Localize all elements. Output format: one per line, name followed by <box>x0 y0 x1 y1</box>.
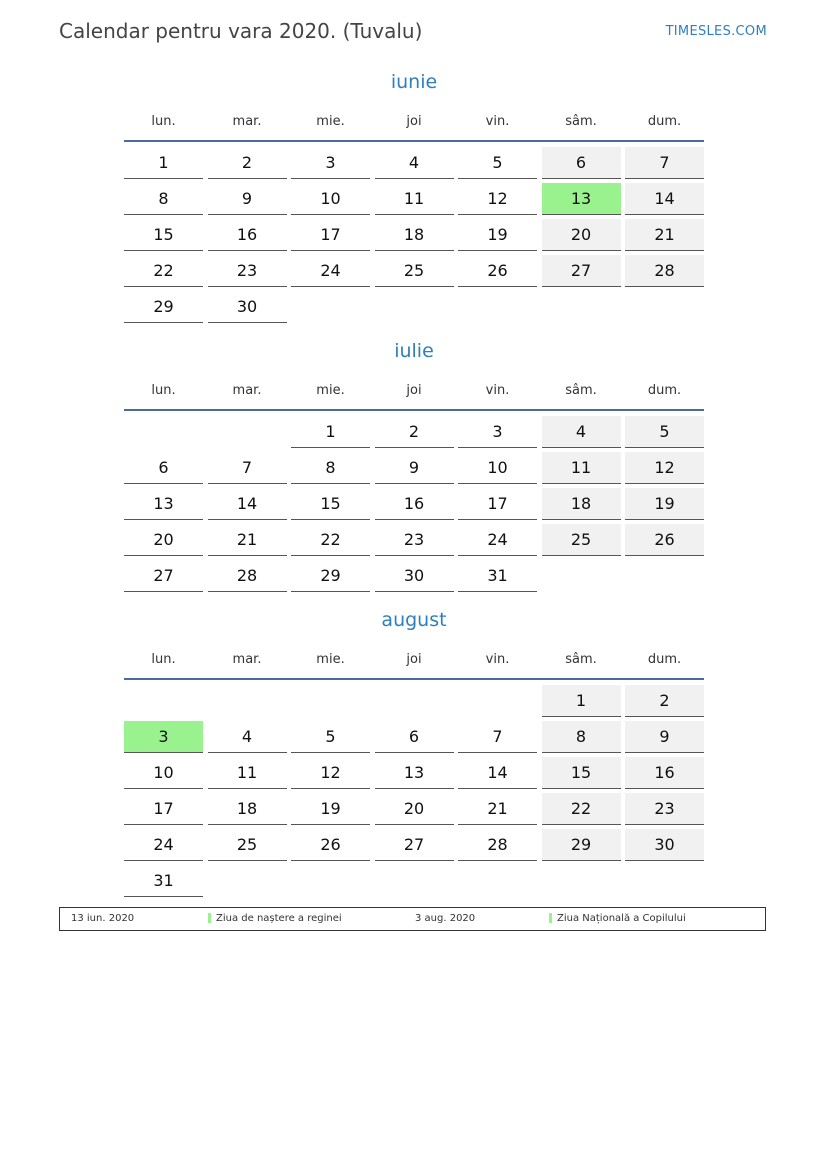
week-row <box>124 757 704 793</box>
weekday-label: sâm. <box>565 652 597 667</box>
day-cell: 27 <box>124 560 203 592</box>
weekday-label: dum. <box>647 383 682 398</box>
empty-day-cell <box>458 865 537 896</box>
day-cell: 14 <box>458 757 537 789</box>
day-cell: 29 <box>291 560 370 592</box>
day-cell: 6 <box>124 452 203 484</box>
day-cell: 18 <box>375 219 454 251</box>
legend-holiday-name: Ziua Națională a Copilului <box>557 913 686 924</box>
day-cell: 8 <box>542 721 621 753</box>
weekday-label: sâm. <box>565 383 597 398</box>
empty-day-cell <box>291 291 370 322</box>
day-cell: 21 <box>625 219 704 251</box>
day-cell: 1 <box>291 416 370 448</box>
day-cell: 12 <box>625 452 704 484</box>
weekday-label: mar. <box>232 652 262 667</box>
weekday-label: vin. <box>485 114 510 129</box>
day-cell: 31 <box>458 560 537 592</box>
week-row <box>124 291 704 327</box>
empty-day-cell <box>542 291 621 322</box>
day-cell: 2 <box>208 147 287 179</box>
legend-date: 13 iun. 2020 <box>71 913 135 924</box>
day-cell: 5 <box>458 147 537 179</box>
day-cell: 17 <box>291 219 370 251</box>
empty-day-cell <box>208 865 287 896</box>
weekday-label: mie. <box>316 114 345 129</box>
empty-day-cell <box>625 865 704 896</box>
day-cell: 18 <box>208 793 287 825</box>
day-cell: 28 <box>208 560 287 592</box>
day-cell: 8 <box>124 183 203 215</box>
day-cell: 1 <box>542 685 621 717</box>
month-title: august <box>381 609 447 631</box>
legend-date: 3 aug. 2020 <box>415 913 476 924</box>
week-row <box>124 721 704 757</box>
day-cell: 22 <box>542 793 621 825</box>
week-row <box>124 452 704 488</box>
empty-day-cell <box>542 865 621 896</box>
week-row <box>124 829 704 865</box>
page-title: Calendar pentru vara 2020. (Tuvalu) <box>59 19 423 43</box>
day-cell: 4 <box>542 416 621 448</box>
empty-day-cell <box>458 685 537 716</box>
empty-day-cell <box>375 291 454 322</box>
empty-day-cell <box>208 685 287 716</box>
day-cell: 30 <box>625 829 704 861</box>
day-cell: 25 <box>542 524 621 556</box>
week-row <box>124 524 704 560</box>
day-cell: 17 <box>458 488 537 520</box>
day-cell: 13 <box>124 488 203 520</box>
weekday-label: lun. <box>151 114 176 129</box>
day-cell: 6 <box>542 147 621 179</box>
month-title: iunie <box>390 71 438 93</box>
day-cell: 18 <box>542 488 621 520</box>
empty-day-cell <box>208 416 287 447</box>
day-cell: 10 <box>124 757 203 789</box>
day-cell: 3 <box>291 147 370 179</box>
day-cell: 16 <box>375 488 454 520</box>
weekday-label: mar. <box>232 383 262 398</box>
day-cell: 9 <box>625 721 704 753</box>
day-cell: 27 <box>542 255 621 287</box>
day-cell: 25 <box>375 255 454 287</box>
empty-day-cell <box>291 685 370 716</box>
month-block <box>124 69 704 327</box>
day-cell: 14 <box>208 488 287 520</box>
weekday-label: mar. <box>232 114 262 129</box>
weekday-label: joi <box>406 114 422 129</box>
day-cell: 19 <box>625 488 704 520</box>
weekday-label: joi <box>406 652 422 667</box>
day-cell: 15 <box>124 219 203 251</box>
day-cell: 19 <box>291 793 370 825</box>
day-cell: 23 <box>625 793 704 825</box>
day-cell: 2 <box>375 416 454 448</box>
day-cell: 23 <box>375 524 454 556</box>
day-cell: 12 <box>458 183 537 215</box>
day-cell: 20 <box>375 793 454 825</box>
day-cell: 29 <box>542 829 621 861</box>
weekday-label: joi <box>406 383 422 398</box>
day-grid <box>124 685 704 901</box>
day-cell: 11 <box>542 452 621 484</box>
day-grid <box>124 147 704 327</box>
weekday-label: lun. <box>151 652 176 667</box>
week-row <box>124 416 704 452</box>
legend-holiday <box>549 908 686 930</box>
week-row <box>124 147 704 183</box>
week-row <box>124 560 704 596</box>
weekday-label: vin. <box>485 383 510 398</box>
day-cell: 21 <box>458 793 537 825</box>
weekday-label: mie. <box>316 652 345 667</box>
day-cell: 3 <box>458 416 537 448</box>
empty-day-cell <box>542 560 621 591</box>
day-cell: 4 <box>375 147 454 179</box>
day-cell: 7 <box>625 147 704 179</box>
weekday-label: dum. <box>647 652 682 667</box>
month-block <box>124 607 704 901</box>
day-cell: 21 <box>208 524 287 556</box>
day-cell: 11 <box>208 757 287 789</box>
day-cell: 24 <box>124 829 203 861</box>
day-cell: 24 <box>291 255 370 287</box>
day-cell: 30 <box>208 291 287 323</box>
day-cell: 28 <box>625 255 704 287</box>
day-cell: 29 <box>124 291 203 323</box>
day-grid <box>124 416 704 596</box>
day-cell: 17 <box>124 793 203 825</box>
day-cell: 20 <box>124 524 203 556</box>
day-cell: 22 <box>124 255 203 287</box>
day-cell: 25 <box>208 829 287 861</box>
day-cell: 14 <box>625 183 704 215</box>
day-cell: 26 <box>458 255 537 287</box>
weekday-header <box>124 103 704 142</box>
day-cell: 2 <box>625 685 704 717</box>
day-cell: 12 <box>291 757 370 789</box>
weekday-header <box>124 372 704 411</box>
week-row <box>124 793 704 829</box>
weekday-label: sâm. <box>565 114 597 129</box>
day-cell: 4 <box>208 721 287 753</box>
holiday-day-cell: 3 <box>124 721 203 753</box>
day-cell: 23 <box>208 255 287 287</box>
empty-day-cell <box>124 416 203 447</box>
day-cell: 9 <box>208 183 287 215</box>
day-cell: 5 <box>291 721 370 753</box>
day-cell: 26 <box>625 524 704 556</box>
day-cell: 10 <box>458 452 537 484</box>
day-cell: 7 <box>208 452 287 484</box>
day-cell: 22 <box>291 524 370 556</box>
holiday-day-cell: 13 <box>542 183 621 215</box>
weekday-label: vin. <box>485 652 510 667</box>
day-cell: 31 <box>124 865 203 897</box>
day-cell: 5 <box>625 416 704 448</box>
week-row <box>124 219 704 255</box>
empty-day-cell <box>375 865 454 896</box>
week-row <box>124 865 704 901</box>
day-cell: 1 <box>124 147 203 179</box>
day-cell: 19 <box>458 219 537 251</box>
day-cell: 16 <box>625 757 704 789</box>
legend-holiday-name: Ziua de naștere a reginei <box>216 913 342 924</box>
day-cell: 28 <box>458 829 537 861</box>
day-cell: 13 <box>375 757 454 789</box>
month-title: iulie <box>394 340 434 362</box>
holiday-marker-icon <box>208 913 211 923</box>
site-link[interactable]: TIMESLES.COM <box>665 24 767 39</box>
day-cell: 15 <box>291 488 370 520</box>
week-row <box>124 183 704 219</box>
legend-holiday <box>208 908 342 930</box>
week-row <box>124 685 704 721</box>
day-cell: 15 <box>542 757 621 789</box>
holiday-marker-icon <box>549 913 552 923</box>
day-cell: 9 <box>375 452 454 484</box>
day-cell: 26 <box>291 829 370 861</box>
day-cell: 7 <box>458 721 537 753</box>
week-row <box>124 488 704 524</box>
day-cell: 24 <box>458 524 537 556</box>
day-cell: 30 <box>375 560 454 592</box>
day-cell: 27 <box>375 829 454 861</box>
empty-day-cell <box>124 685 203 716</box>
week-row <box>124 255 704 291</box>
day-cell: 10 <box>291 183 370 215</box>
day-cell: 8 <box>291 452 370 484</box>
empty-day-cell <box>291 865 370 896</box>
weekday-header <box>124 641 704 680</box>
empty-day-cell <box>625 291 704 322</box>
holiday-legend <box>59 907 766 931</box>
weekday-label: dum. <box>647 114 682 129</box>
empty-day-cell <box>458 291 537 322</box>
day-cell: 20 <box>542 219 621 251</box>
day-cell: 6 <box>375 721 454 753</box>
empty-day-cell <box>375 685 454 716</box>
empty-day-cell <box>625 560 704 591</box>
weekday-label: lun. <box>151 383 176 398</box>
month-block <box>124 338 704 596</box>
day-cell: 16 <box>208 219 287 251</box>
day-cell: 11 <box>375 183 454 215</box>
weekday-label: mie. <box>316 383 345 398</box>
